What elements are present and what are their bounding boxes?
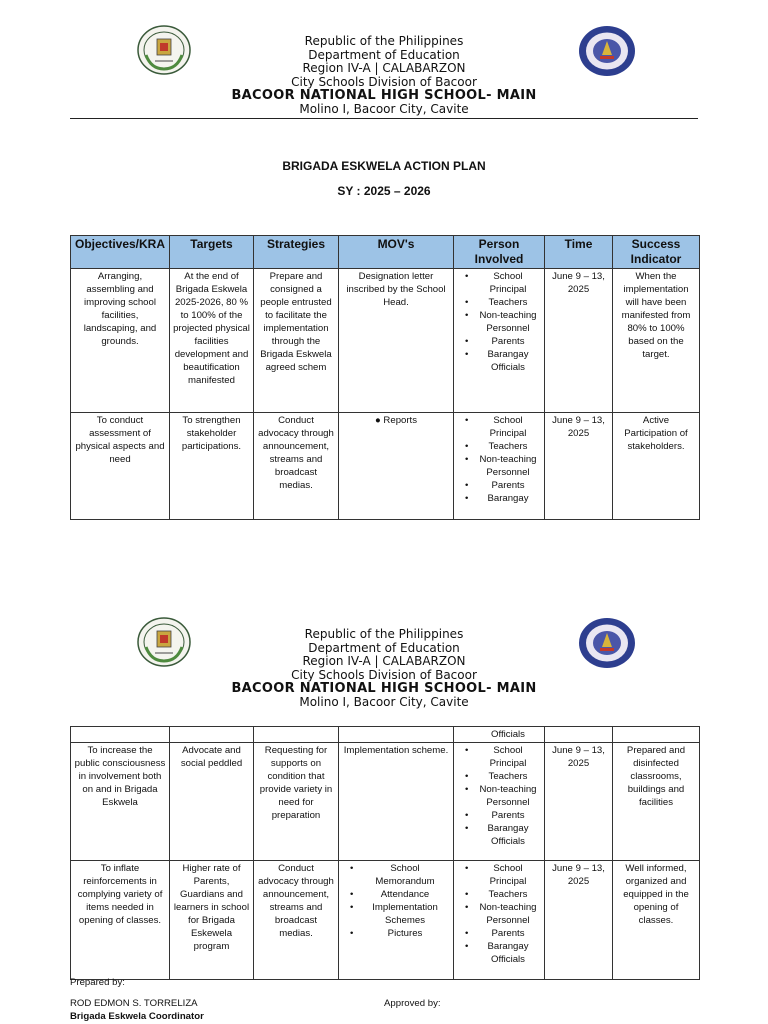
person-item: • Non-teaching Personnel [457,783,541,809]
table-row [71,861,700,980]
persons-cell [454,413,545,520]
person-item: • Teachers [457,296,541,309]
mov-cell: Designation letter inscribed by the School Head. [339,269,454,413]
time-cell: June 9 – 13, 2025 [545,269,613,413]
person-item: • School Principal [457,414,541,440]
header-line-region: Region IV-A | CALABARZON [302,654,466,668]
mov-item: • Implementation Schemes [342,901,450,927]
person-item: • Non-teaching Personnel [457,309,541,335]
table-row [71,413,700,520]
approved-by-label: Approved by: [384,998,441,1009]
column-header: Strategies [254,236,339,269]
indicator-cell: Prepared and disinfected classrooms, buildings and facilities [613,743,700,861]
person-item: • Non-teaching Personnel [457,453,541,479]
person-item: • Barangay Officials [457,940,541,966]
targets-cell: Advocate and social peddled [170,743,254,861]
school-name: BACOOR NATIONAL HIGH SCHOOL- MAIN [231,88,537,103]
header-line-republic: Republic of the Philippines [304,34,464,48]
time-cell: June 9 – 13, 2025 [545,413,613,520]
table-row-carryover [71,727,700,743]
mov-cell: ● Reports [339,413,454,520]
mov-cell [339,861,454,980]
preparer-name: ROD EDMON S. TORRELIZA [70,998,198,1009]
targets-cell: At the end of Brigada Eskwela 2025-2026, 80 % to 100% of the projected physical facilities development and beautification manifested [170,269,254,413]
strategies-cell: Conduct advocacy through announcement, streams and broadcast medias. [254,861,339,980]
header-line-republic: Republic of the Philippines [304,627,464,641]
person-item: • Teachers [457,770,541,783]
person-item: • School Principal [457,744,541,770]
person-item: • School Principal [457,862,541,888]
time-cell: June 9 – 13, 2025 [545,861,613,980]
column-header: Time [545,236,613,269]
persons-cell [454,269,545,413]
header-line-division: City Schools Division of Bacoor [291,74,477,89]
person-item: • Barangay [457,492,541,505]
school-address: Molino I, Bacoor City, Cavite [299,102,469,116]
person-item: • Teachers [457,888,541,901]
person-item: • Teachers [457,440,541,453]
person-item: • Parents [457,479,541,492]
column-header: MOV's [339,236,454,269]
header-divider [70,118,698,119]
persons-carryover-cell: Officials [454,727,545,743]
action-plan-table [70,235,700,520]
column-header: Success Indicator [613,236,700,269]
header-line-division: City Schools Division of Bacoor [291,667,477,682]
strategies-cell: Prepare and consigned a people entrusted to facilitate the implementation through the Brigada Eskwela agreed schem [254,269,339,413]
school-year: SY : 2025 – 2026 [337,184,431,198]
header-line-deped: Department of Education [308,640,460,655]
person-item: • Parents [457,927,541,940]
empty-cell [613,727,700,743]
objective-cell: To increase the public consciousness in involvement both on and in Brigada Eskwela [71,743,170,861]
table-row [71,743,700,861]
table-row [71,269,700,413]
targets-cell: Higher rate of Parents, Guardians and learners in school for Brigada Eskewela program [170,861,254,980]
header-line-region: Region IV-A | CALABARZON [302,61,466,75]
mov-cell: Implementation scheme. [339,743,454,861]
persons-cell [454,861,545,980]
school-name: BACOOR NATIONAL HIGH SCHOOL- MAIN [231,681,537,696]
school-address: Molino I, Bacoor City, Cavite [299,695,469,709]
column-header: Objectives/KRA [71,236,170,269]
table-header-row [71,236,700,269]
mov-item: • Attendance [342,888,450,901]
person-item: • Barangay Officials [457,348,541,374]
empty-cell [170,727,254,743]
mov-item: • Pictures [342,927,450,940]
person-item: • Parents [457,809,541,822]
strategies-cell: Conduct advocacy through announcement, streams and broadcast medias. [254,413,339,520]
column-header: Targets [170,236,254,269]
person-item: • Parents [457,335,541,348]
objective-cell: To conduct assessment of physical aspects and need [71,413,170,520]
action-plan-table-continued [70,726,700,980]
empty-cell [71,727,170,743]
preparer-role: Brigada Eskwela Coordinator [70,1011,204,1022]
targets-cell: To strengthen stakeholder participations. [170,413,254,520]
objective-cell: Arranging, assembling and improving school facilities, landscaping, and grounds. [71,269,170,413]
mov-item: • School Memorandum [342,862,450,888]
objective-cell: To inflate reinforcements in complying variety of items needed in opening of classes. [71,861,170,980]
person-item: • Barangay Officials [457,822,541,848]
person-item: • Non-teaching Personnel [457,901,541,927]
column-header: Person Involved [454,236,545,269]
persons-cell [454,743,545,861]
letterhead-page2 [0,617,768,709]
empty-cell [545,727,613,743]
strategies-cell: Requesting for supports on condition that provide variety in need for preparation [254,743,339,861]
time-cell: June 9 – 13, 2025 [545,743,613,861]
person-item: • School Principal [457,270,541,296]
empty-cell [254,727,339,743]
empty-cell [339,727,454,743]
document-title: BRIGADA ESKWELA ACTION PLAN [282,159,486,173]
indicator-cell: Active Participation of stakeholders. [613,413,700,520]
indicator-cell: When the implementation will have been manifested from 80% to 100% based on the target. [613,269,700,413]
header-line-deped: Department of Education [308,47,460,62]
prepared-by-label: Prepared by: [70,977,125,988]
letterhead-page1 [0,25,768,116]
indicator-cell: Well informed, organized and equipped in the opening of classes. [613,861,700,980]
